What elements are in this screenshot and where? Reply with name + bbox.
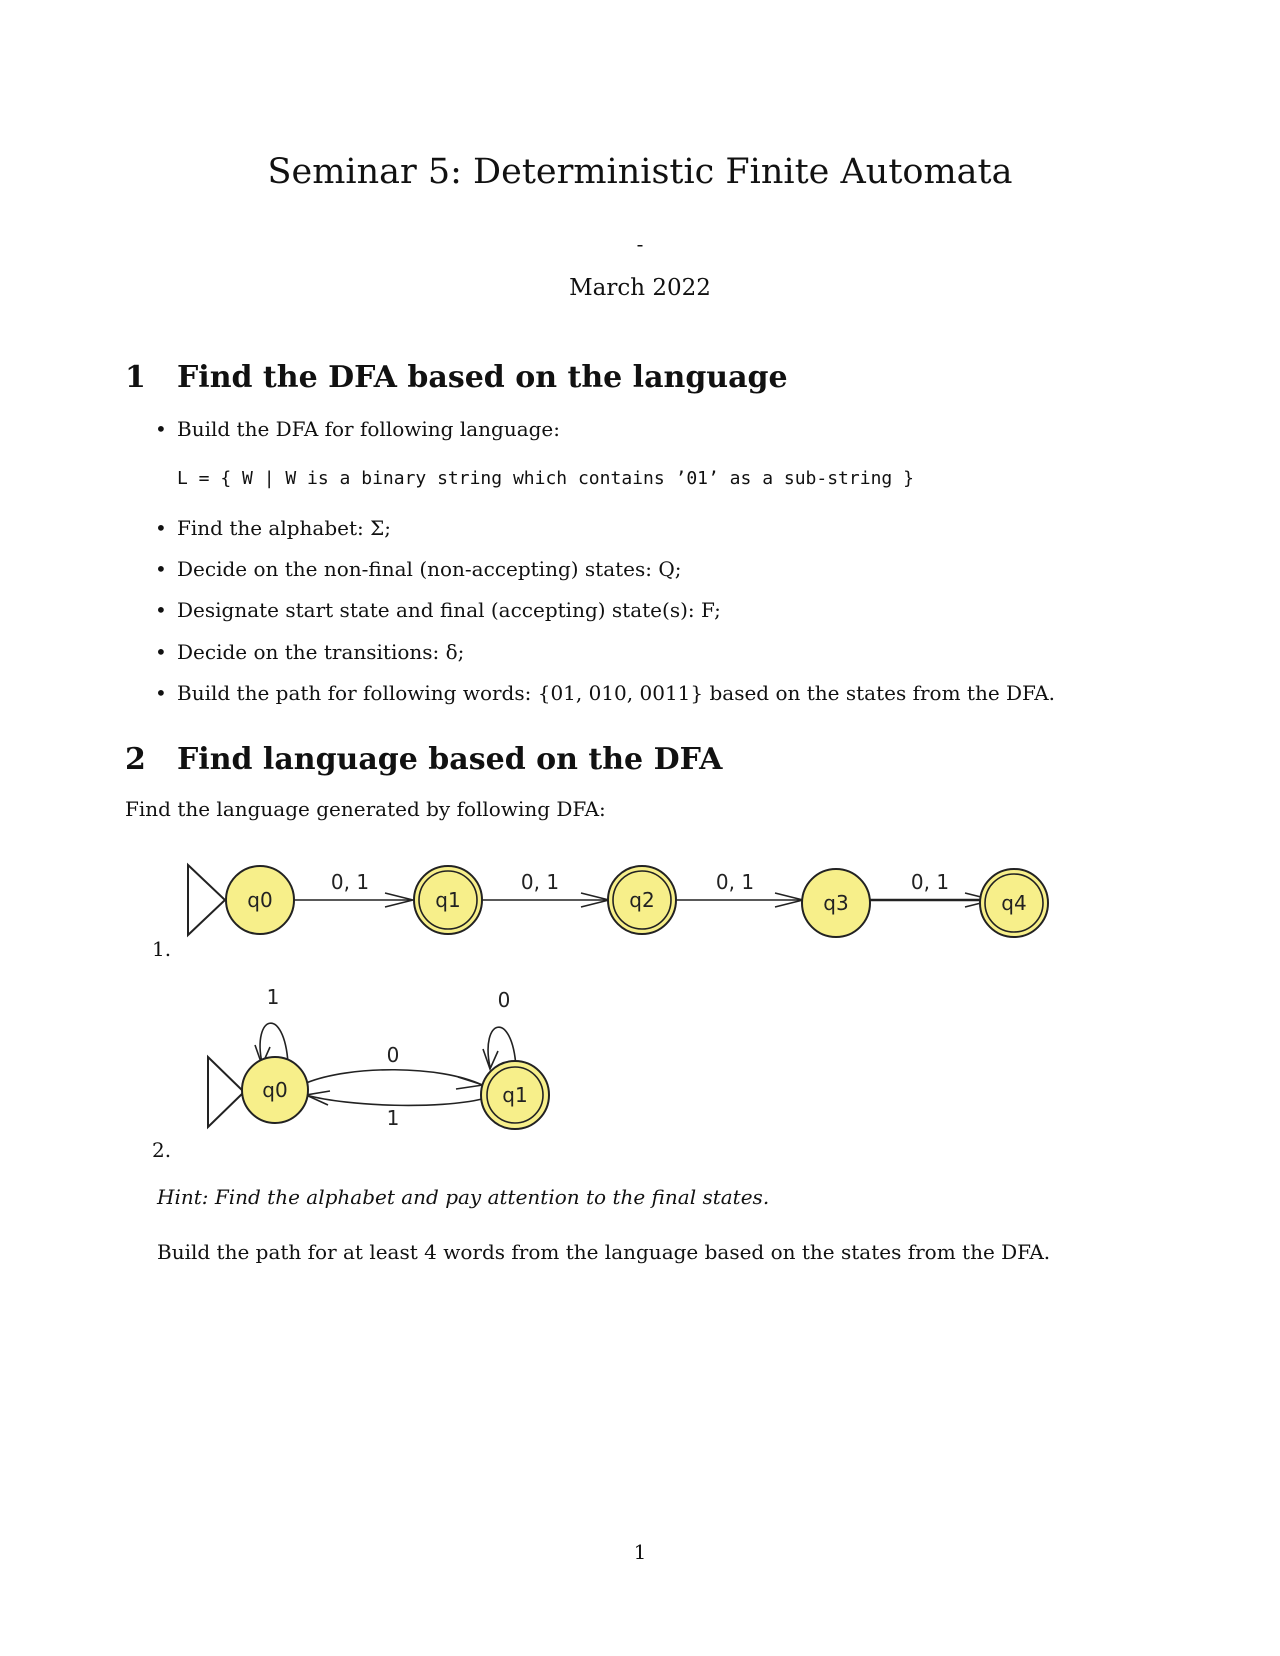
state-label: q3 <box>823 891 849 915</box>
transition-q0-q1 <box>294 870 413 907</box>
transition-q2-q3 <box>676 870 803 907</box>
language-definition: L = { W | W is a binary string which contains ’01’ as a sub-string } <box>177 468 914 489</box>
page-number: 1 <box>633 1540 647 1564</box>
transition-label: 0, 1 <box>330 870 370 894</box>
dfa-diagram-1 <box>180 855 1060 955</box>
transition-label: 0 <box>386 1043 400 1067</box>
state-q1 <box>481 1061 549 1129</box>
document-date: March 2022 <box>569 275 711 301</box>
state-q0 <box>226 866 294 934</box>
transition-q1-q0 <box>306 1091 482 1130</box>
hint-text: Hint: Find the alphabet and pay attention to the final states. <box>157 1185 770 1209</box>
transition-q1-loop <box>483 988 516 1069</box>
transition-label: 0, 1 <box>715 870 755 894</box>
closing-instruction: Build the path for at least 4 words from the language based on the states from the DFA. <box>157 1240 1051 1264</box>
state-label: q1 <box>435 888 461 912</box>
state-label: q1 <box>502 1083 528 1107</box>
transition-label: 0 <box>497 988 511 1012</box>
transition-q0-loop <box>255 985 288 1065</box>
state-label: q0 <box>262 1078 288 1102</box>
transition-label: 1 <box>266 985 280 1009</box>
state-q1 <box>414 866 482 934</box>
state-q2 <box>608 866 676 934</box>
state-q4 <box>980 869 1048 937</box>
document-author: - <box>636 232 644 256</box>
enumeration-label: 2. <box>152 1138 172 1162</box>
transition-q1-q2 <box>482 870 609 907</box>
section-number: 2 <box>125 742 146 777</box>
state-label: q0 <box>247 888 273 912</box>
transition-q3-q4 <box>870 870 993 907</box>
state-q0 <box>242 1057 308 1123</box>
section-number: 1 <box>125 360 146 395</box>
section-intro: Find the language generated by following DFA: <box>125 797 606 821</box>
enumeration-label: 1. <box>152 937 172 961</box>
transition-label: 0, 1 <box>910 870 950 894</box>
section-title: Find the DFA based on the language <box>177 360 788 395</box>
state-label: q2 <box>629 888 655 912</box>
transition-label: 1 <box>386 1106 400 1130</box>
start-arrow-icon <box>208 1057 244 1127</box>
document-title: Seminar 5: Deterministic Finite Automata <box>267 152 1013 192</box>
start-arrow-icon <box>188 865 225 935</box>
section-title: Find language based on the DFA <box>177 742 723 777</box>
dfa-diagram-2 <box>200 985 560 1135</box>
transition-label: 0, 1 <box>520 870 560 894</box>
state-label: q4 <box>1001 891 1027 915</box>
transition-q0-q1 <box>306 1043 483 1089</box>
state-q3 <box>802 869 870 937</box>
